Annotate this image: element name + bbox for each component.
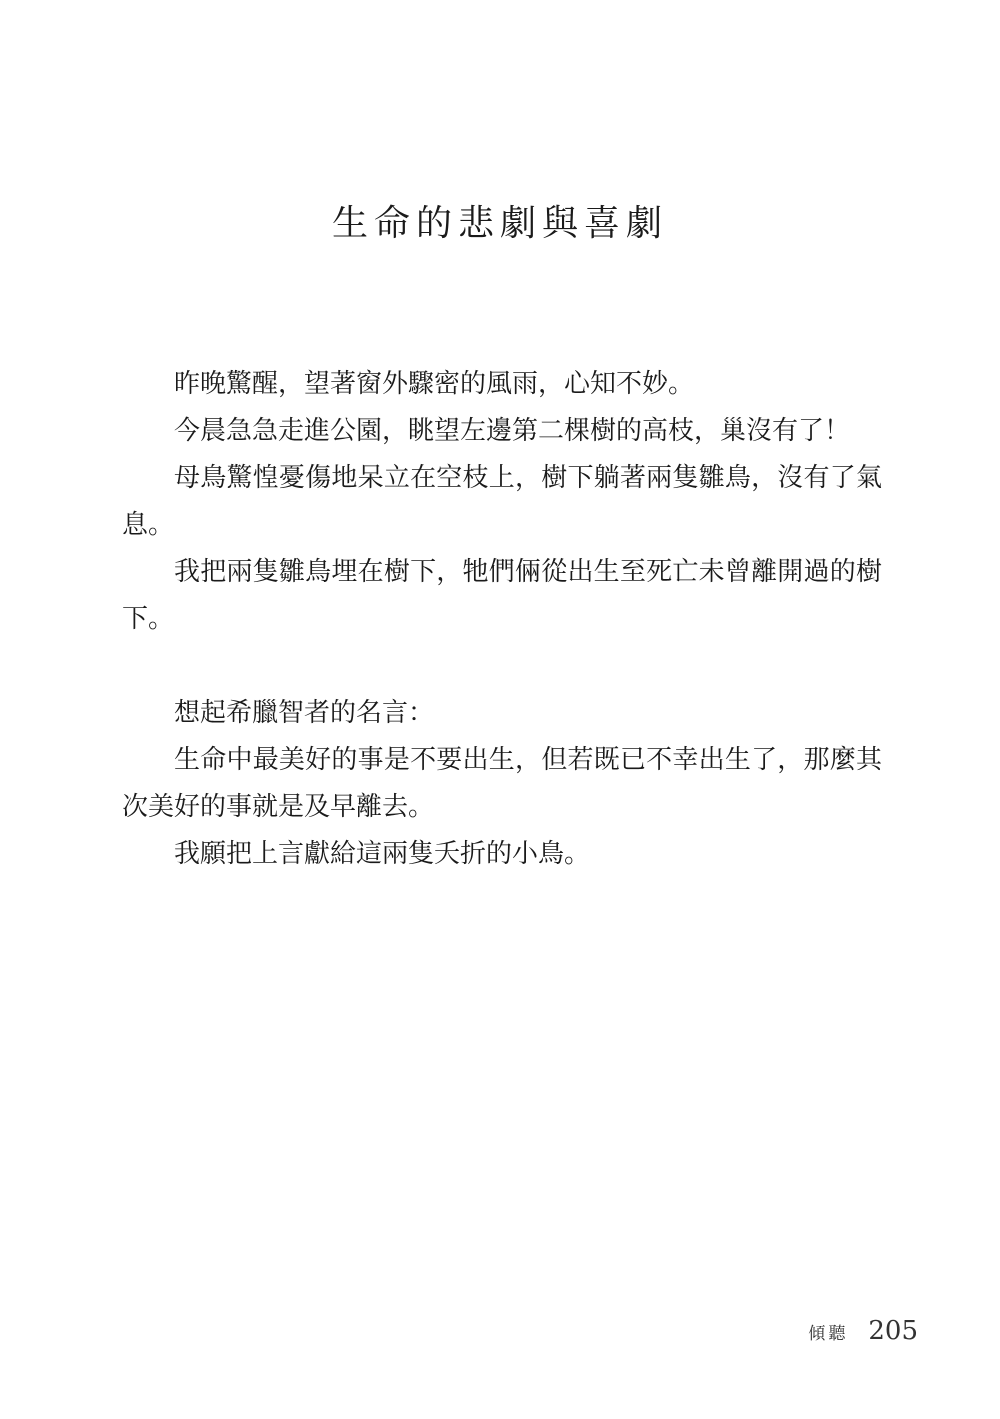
paragraph: 今晨急急走進公園，眺望左邊第二棵樹的高枝，巢沒有了！ <box>174 416 851 446</box>
page-footer <box>808 1316 918 1352</box>
running-head: 傾聽 <box>808 1324 849 1344</box>
chapter-title: 生命的悲劇與喜劇 <box>331 203 668 244</box>
paragraph: 昨晚驚醒，望著窗外驟密的風雨，心知不妙。 <box>174 369 695 399</box>
paragraph: 我願把上言獻給這兩隻夭折的小鳥。 <box>174 839 591 869</box>
section-break <box>122 643 882 690</box>
paragraph: 想起希臘智者的名言： <box>174 698 435 728</box>
body-text <box>122 361 882 878</box>
page-number: 205 <box>868 1316 918 1346</box>
paragraph: 生命中最美好的事是不要出生，但若既已不幸出生了，那麼其次美好的事就是及早離去。 <box>122 745 882 822</box>
paragraph: 我把兩隻雛鳥埋在樹下，牠們倆從出生至死亡未曾離開過的樹下。 <box>122 557 882 634</box>
paragraph: 母鳥驚惶憂傷地呆立在空枝上，樹下躺著兩隻雛鳥，沒有了氣息。 <box>122 463 882 540</box>
